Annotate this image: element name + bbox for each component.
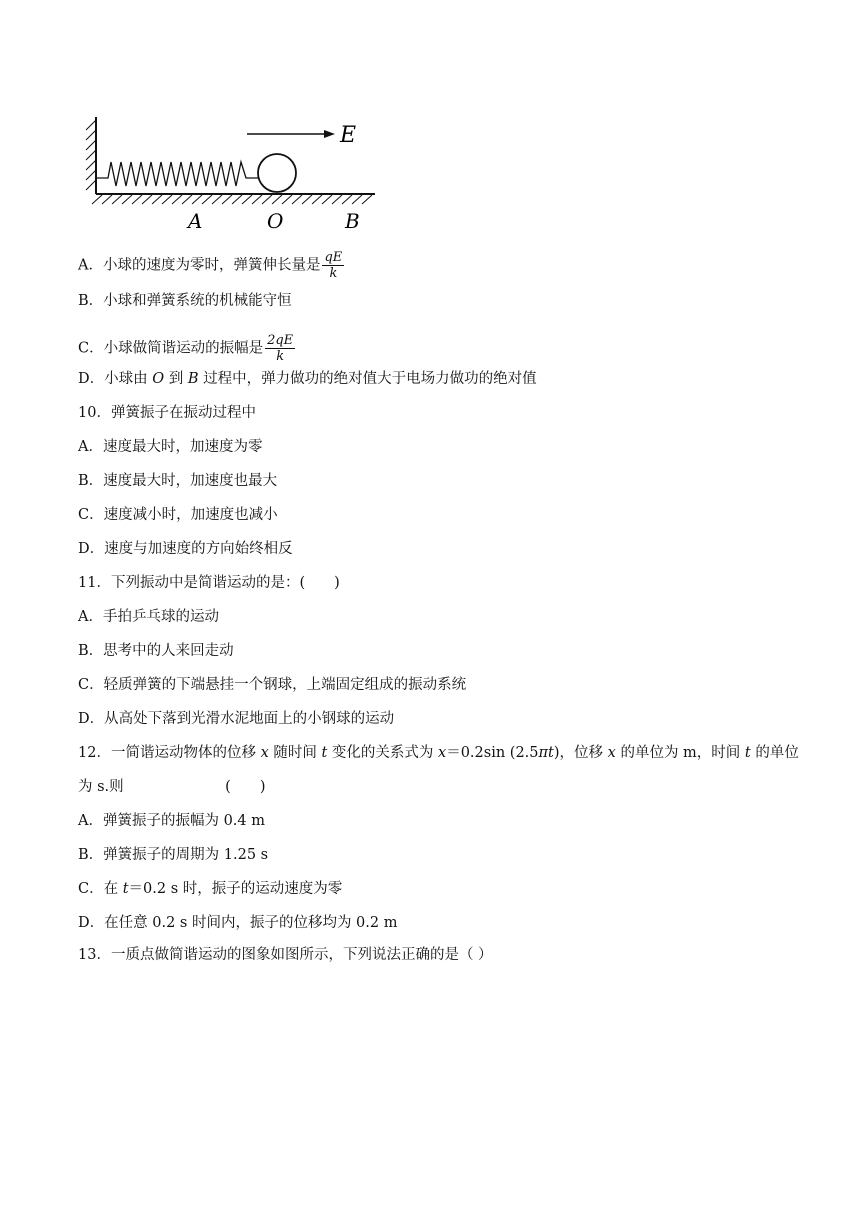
- field-arrow-icon: [247, 130, 335, 138]
- q11-option-d: D．从高处下落到光滑水泥地面上的小钢球的运动: [78, 711, 395, 727]
- q11-option-b: B．思考中的人来回走动: [78, 643, 234, 659]
- q9-option-c: C．小球做简谐运动的振幅是 $\frac{2qE}{k}$: [78, 333, 294, 364]
- q10-option-d: D．速度与加速度的方向始终相反: [78, 541, 293, 557]
- point-b-label: B: [345, 209, 360, 233]
- spring-ball-figure: [80, 112, 380, 234]
- q12-stem-line2: 为 s.则 ( ): [78, 779, 266, 795]
- fraction-2qe-k: $\frac{2qE}{k}$: [267, 333, 294, 364]
- ball-icon: [258, 154, 296, 192]
- q9-option-a: A．小球的速度为零时，弹簧伸长量是 $\frac{qE}{k}$: [78, 250, 343, 281]
- q12-option-b: B．弹簧振子的周期为 1.25 s: [78, 847, 269, 863]
- q10-option-a: A．速度最大时，加速度为零: [78, 439, 263, 455]
- q12-option-d: D．在任意 0.2 s 时间内，振子的位移均为 0.2 m: [78, 915, 398, 931]
- spring-icon: [96, 162, 258, 186]
- q10-option-b: B．速度最大时，加速度也最大: [78, 473, 278, 489]
- floor-icon: [92, 194, 375, 204]
- q10-option-c: C．速度减小时，加速度也减小: [78, 507, 278, 523]
- q9-option-d: D．小球由 O 到 B 过程中，弹力做功的绝对值大于电场力做功的绝对值: [78, 371, 537, 387]
- q9-option-b: B．小球和弹簧系统的机械能守恒: [78, 293, 292, 309]
- q12-option-a: A．弹簧振子的振幅为 0.4 m: [78, 813, 265, 829]
- q12-option-c: C．在 t＝0.2 s 时，振子的运动速度为零: [78, 881, 343, 897]
- point-o-label: O: [267, 209, 284, 233]
- field-label: E: [340, 123, 357, 148]
- point-a-label: A: [188, 209, 203, 233]
- wall-icon: [86, 117, 96, 194]
- q11-option-a: A．手拍乒乓球的运动: [78, 609, 219, 625]
- q11-option-c: C．轻质弹簧的下端悬挂一个钢球，上端固定组成的振动系统: [78, 677, 467, 693]
- q11-stem: 11．下列振动中是简谐运动的是：( ): [78, 575, 340, 591]
- q12-stem: 12．一简谐运动物体的位移 x 随时间 t 变化的关系式为 x＝0.2sin (2.5πt)，位移 x 的单位为 m，时间 t 的单位: [78, 745, 799, 761]
- fraction-qe-k: $\frac{qE}{k}$: [324, 250, 343, 281]
- q10-stem: 10．弹簧振子在振动过程中: [78, 405, 256, 421]
- q13-stem: 13．一质点做简谐运动的图象如图所示，下列说法正确的是（ ）: [78, 947, 493, 963]
